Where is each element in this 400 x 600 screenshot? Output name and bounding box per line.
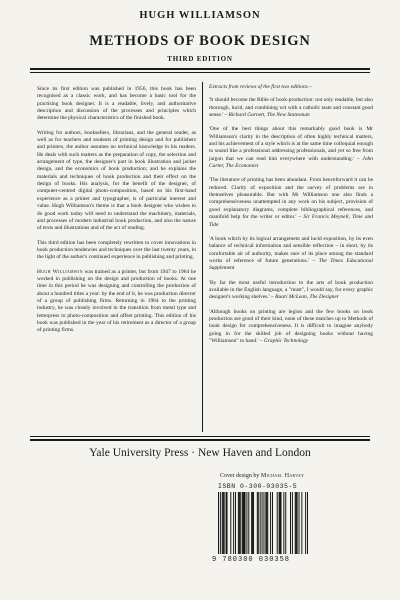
barcode-bar bbox=[246, 492, 247, 554]
quote-attribution: The Times Educational Supplement bbox=[209, 257, 373, 272]
barcode-bar bbox=[307, 492, 308, 554]
review-quote bbox=[209, 126, 373, 170]
author-bio bbox=[37, 269, 196, 335]
top-rule-thin bbox=[30, 72, 370, 73]
description-column bbox=[37, 86, 196, 342]
cover-credit-prefix: Cover design by bbox=[220, 473, 261, 479]
description-paragraph: Writing for authors, booksellers, librarians, and the general reader, as well as for teachers and students of printing design and for publishers and printers, the author assumes no technical knowledge in his readers. He deals with such matters as the preparation of copy, the selection and arrangement of type, the designer's part in book illustration and jacket design, and the economics of book production; and he explains the materials and techniques of book production and their effect on the design of books. His analysis, for the benefit of the designer, of computer-centred digital photo-composition, based on his first-hand experience as a printer and typographer, is of particular interest and value. Hugh Williamson's theme is that a book designer who wishes to do good work today will need to understand the machinery, materials, and processes of modern industrial book production, and also the nature of texts and illustrations and of the act of reading. bbox=[37, 129, 196, 232]
barcode-bar bbox=[244, 492, 245, 554]
barcode-bar bbox=[248, 492, 249, 554]
barcode-bar bbox=[279, 492, 280, 554]
barcode-bar bbox=[280, 492, 281, 554]
quote-text: 'A book which by its logical arrangement and lucid exposition, by its even balance of technical information and sensible reflection – in short, by its comfortable air of authority, makes sure of its place among the standard works of reference of future generations.' – bbox=[209, 235, 373, 264]
barcode-bar bbox=[227, 492, 228, 554]
column-divider bbox=[202, 82, 203, 432]
barcode-bar bbox=[301, 492, 302, 554]
barcode-bar bbox=[218, 492, 219, 554]
barcode-bar bbox=[253, 492, 254, 554]
reviews-column bbox=[209, 84, 373, 352]
review-quote bbox=[209, 97, 373, 119]
barcode-bar bbox=[251, 492, 252, 554]
barcode-bar bbox=[252, 492, 253, 554]
barcode-bar bbox=[226, 492, 227, 554]
reviews-heading: Extracts from reviews of the first two editions – bbox=[209, 84, 312, 90]
barcode-bar bbox=[263, 492, 264, 554]
cover-credit bbox=[220, 473, 304, 479]
bio-text: was trained as a printer, but from 1947 to 1964 he worked in publishing on the design and production of books. At one time in this period he was designing and controlling the production of about a hundred titles a year: by the end of it, he was production director of a group of publishing firms. Returning in 1964 to the printing industry, he was closely involved in the transition from metal type and letterpress to photo-composition and offset printing. This edition of his book was published in the year of his retirement as a director of a group of printing firms. bbox=[37, 268, 197, 334]
barcode-bar bbox=[285, 492, 286, 554]
barcode-bar bbox=[270, 492, 271, 554]
quote-text: 'The literature of printing has been abundant. From henceforward it can be reduced. Clarity of exposition and the survey of problems are in themselves pleasurable. But with Mr Williamson one also finds a comprehensiveness unattempted in any work on his subject, provision of good explanatory diagrams, complete bibliographical references, and manifold help for the writer or editor.' – bbox=[209, 177, 373, 221]
barcode-bar bbox=[305, 492, 306, 554]
quote-attribution: Sir Francis Meynell, Time and Tide bbox=[209, 214, 373, 228]
barcode-bar bbox=[245, 492, 246, 554]
barcode-bar bbox=[235, 492, 236, 554]
quote-attribution: Ruari McLean, The Designer bbox=[275, 294, 339, 301]
quote-attribution: Richard Garnett, The New Statesman bbox=[228, 112, 310, 119]
barcode-bar bbox=[238, 492, 239, 554]
bottom-rule-thick bbox=[30, 439, 370, 441]
barcode-number: 9 780300 030358 bbox=[212, 556, 291, 564]
barcode-bar bbox=[242, 492, 243, 554]
barcode-bar bbox=[299, 492, 300, 554]
description-paragraph: This third edition has been completely rewritten to cover innovations in book production tendencies and techniques over the last twenty years, in the light of the author's continued experience in publishing and printing. bbox=[37, 239, 196, 261]
description-paragraph: Since its first edition was published in 1956, this book has been recognised as a classic work, and has become a basic tool for the practising book designer. It is a readable, lively, and authoritative description and discussion of the processes and principles which determine the physical characteristics of the finished book. bbox=[37, 86, 196, 122]
barcode-bar bbox=[272, 492, 273, 554]
barcode-bar bbox=[266, 492, 267, 554]
barcode-bar bbox=[267, 492, 268, 554]
barcode-bar bbox=[243, 492, 244, 554]
quote-text: 'One of the best things about this remarkably good book is Mr Williamson's clarity in the description of often highly technical matters, and his achievement of a style which is at the same time colloquial enough to sound like a professional addressing professionals, and yet so free from jargon that we can read him everywhere with understanding.' – bbox=[209, 126, 373, 162]
quote-attribution: John Carter, The Economist bbox=[209, 155, 373, 170]
publisher-imprint: Yale University Press · New Haven and London bbox=[89, 447, 311, 459]
barcode-bar bbox=[230, 492, 231, 554]
bottom-rule-thin bbox=[30, 436, 370, 437]
barcode-bar bbox=[233, 492, 234, 554]
isbn-label: ISBN 0-300-03035-5 bbox=[218, 483, 298, 490]
edition-label: THIRD EDITION bbox=[167, 55, 233, 63]
barcode-bar bbox=[297, 492, 298, 554]
quote-attribution: Graphic Technology bbox=[263, 337, 309, 344]
barcode bbox=[218, 492, 308, 554]
book-title: METHODS OF BOOK DESIGN bbox=[89, 33, 311, 49]
barcode-bar bbox=[292, 492, 293, 554]
review-quote bbox=[209, 280, 373, 302]
barcode-bar bbox=[258, 492, 259, 554]
review-quote bbox=[209, 177, 373, 228]
barcode-bar bbox=[296, 492, 297, 554]
author-name: HUGH WILLIAMSON bbox=[139, 10, 261, 21]
top-rule-thick bbox=[30, 68, 370, 70]
barcode-bar bbox=[223, 492, 224, 554]
review-quote bbox=[209, 309, 373, 346]
barcode-bar bbox=[277, 492, 278, 554]
barcode-bar bbox=[260, 492, 261, 554]
barcode-bar bbox=[265, 492, 266, 554]
barcode-bar bbox=[290, 492, 291, 554]
bio-author-name: Hugh Williamson bbox=[37, 268, 83, 275]
barcode-bar bbox=[257, 492, 258, 554]
barcode-bar bbox=[262, 492, 263, 554]
barcode-bar bbox=[283, 492, 284, 554]
barcode-bar bbox=[239, 492, 240, 554]
barcode-bar bbox=[281, 492, 282, 554]
quote-text: 'It should become the Bible of book-production: not only readable, but also thorough, lucid, and combining wit with a catholic taste and constant good sense.' – bbox=[209, 97, 373, 119]
barcode-bar bbox=[240, 492, 241, 554]
barcode-bar bbox=[224, 492, 225, 554]
barcode-bar bbox=[220, 492, 221, 554]
cover-designer-name: Michael Harvey bbox=[260, 473, 305, 479]
review-quote bbox=[209, 236, 373, 273]
quote-text: 'By far the most useful introduction to the arts of book production available in the English language, a "must", I would say, for every graphic designer's working shelves.' – bbox=[209, 279, 373, 301]
quote-text: 'Although books on printing are legion and the few books on book production are good of their kind, none of these matches up to Methods of book design for comprehensiveness. It is difficult to imagine anybody going in for the skilled job of designing books without having "Williamson" to hand.' – bbox=[209, 308, 373, 344]
barcode-bar bbox=[295, 492, 296, 554]
barcode-bar bbox=[222, 492, 223, 554]
